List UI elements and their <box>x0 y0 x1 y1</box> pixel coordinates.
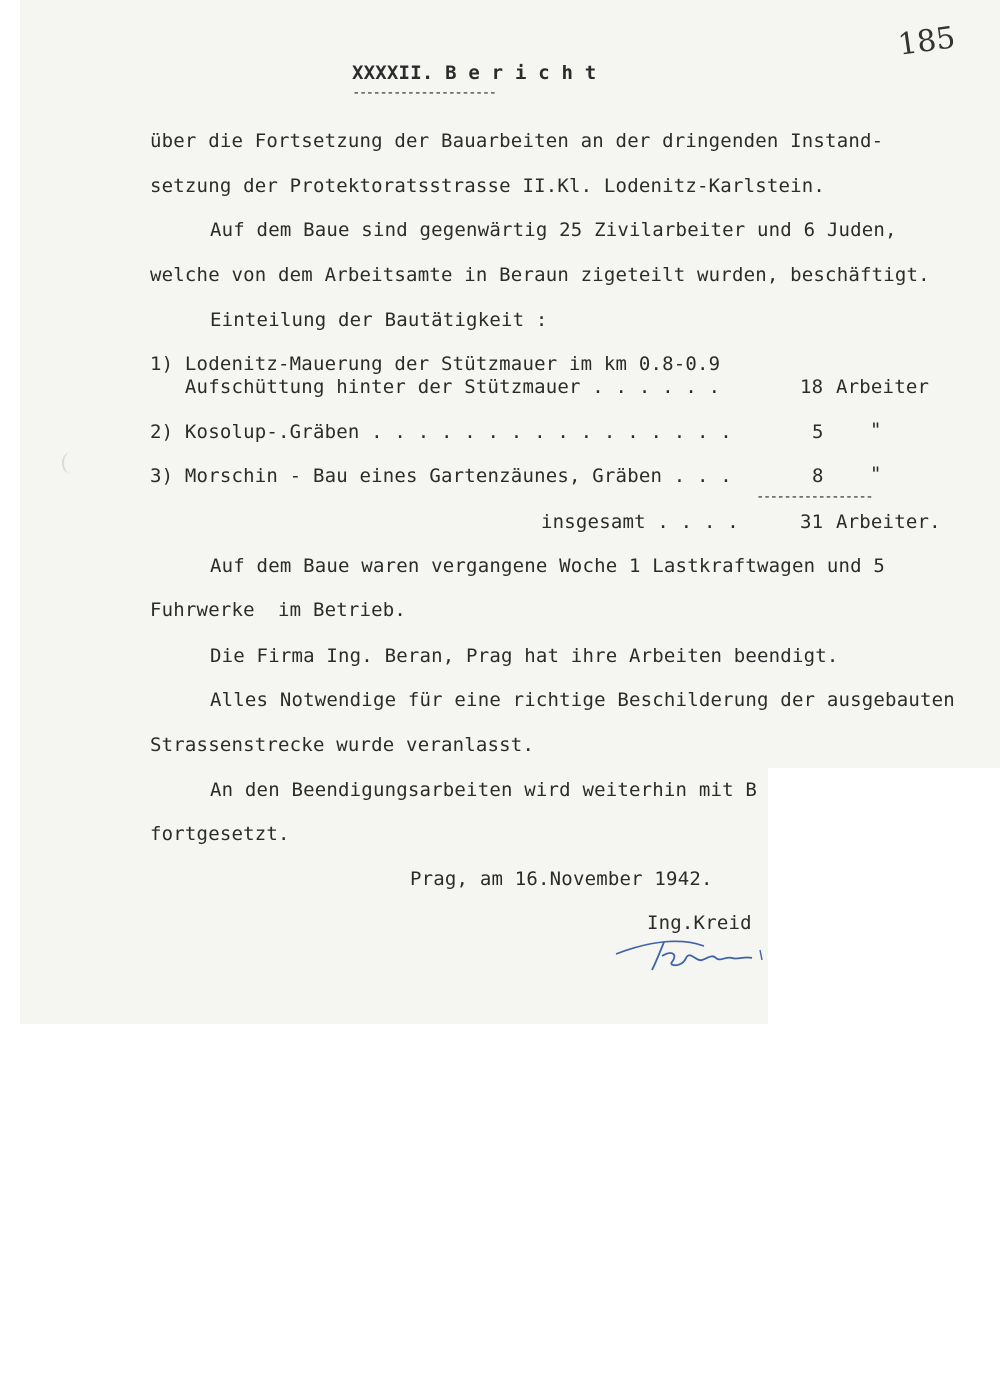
page-number: 185 <box>895 20 958 63</box>
handwritten-signature <box>612 932 772 976</box>
date-line: Prag, am 16.November 1942. <box>410 868 713 890</box>
firm-line: Die Firma Ing. Beran, Prag hat ihre Arbeiten beendigt. <box>210 645 839 667</box>
punch-hole <box>62 452 80 474</box>
item-1-line-2: Aufschüttung hinter der Stützmauer . . . . . . <box>150 376 721 398</box>
workers-line-1: Auf dem Baue sind gegenwärtig 25 Zivilarbeiter und 6 Juden, <box>210 219 897 241</box>
report-title: XXXXII. B e r i c h t <box>352 62 597 84</box>
blank-overlay <box>768 768 1000 1024</box>
section-heading: Einteilung der Bautätigkeit : <box>210 309 548 331</box>
vehicles-line-2: Fuhrwerke im Betrieb. <box>150 599 407 621</box>
completion-line-1: An den Beendigungsarbeiten wird weiterhin mit B <box>210 779 758 801</box>
title-underline: --------------------- <box>352 85 496 101</box>
vehicles-line-1: Auf dem Baue waren vergangene Woche 1 Lastkraftwagen und 5 <box>210 555 886 577</box>
item-2-text: 2) Kosolup-.Gräben . . . . . . . . . . . . . . . . <box>150 421 732 443</box>
intro-line-1: über die Fortsetzung der Bauarbeiten an der dringenden Instand- <box>150 130 884 152</box>
total-count: 31 <box>800 511 824 533</box>
item-2-unit: " <box>870 419 882 441</box>
completion-line-2: fortgesetzt. <box>150 823 290 845</box>
total-label: insgesamt . . . . <box>541 511 739 533</box>
item-1-line-1: 1) Lodenitz-Mauerung der Stützmauer im km 0.8-0.9 <box>150 353 721 375</box>
signage-line-2: Strassenstrecke wurde veranlasst. <box>150 734 535 756</box>
signatory-name: Ing.Kreid <box>647 912 752 934</box>
item-3-unit: " <box>870 463 882 485</box>
item-3-text: 3) Morschin - Bau eines Gartenzäunes, Gräben . . . <box>150 465 732 487</box>
item-1-unit: Arbeiter <box>836 376 930 398</box>
item-1-count: 18 <box>800 376 824 398</box>
item-2-count: 5 <box>812 421 824 443</box>
item-3-count: 8 <box>812 465 824 487</box>
signage-line-1: Alles Notwendige für eine richtige Beschilderung der ausgebauten <box>210 689 955 711</box>
total-unit: Arbeiter. <box>836 511 941 533</box>
workers-line-2: welche von dem Arbeitsamte in Beraun zigeteilt wurden, beschäftigt. <box>150 264 930 286</box>
total-rule: ----------------- <box>756 489 873 505</box>
intro-line-2: setzung der Protektoratsstrasse II.Kl. Lodenitz-Karlstein. <box>150 175 826 197</box>
